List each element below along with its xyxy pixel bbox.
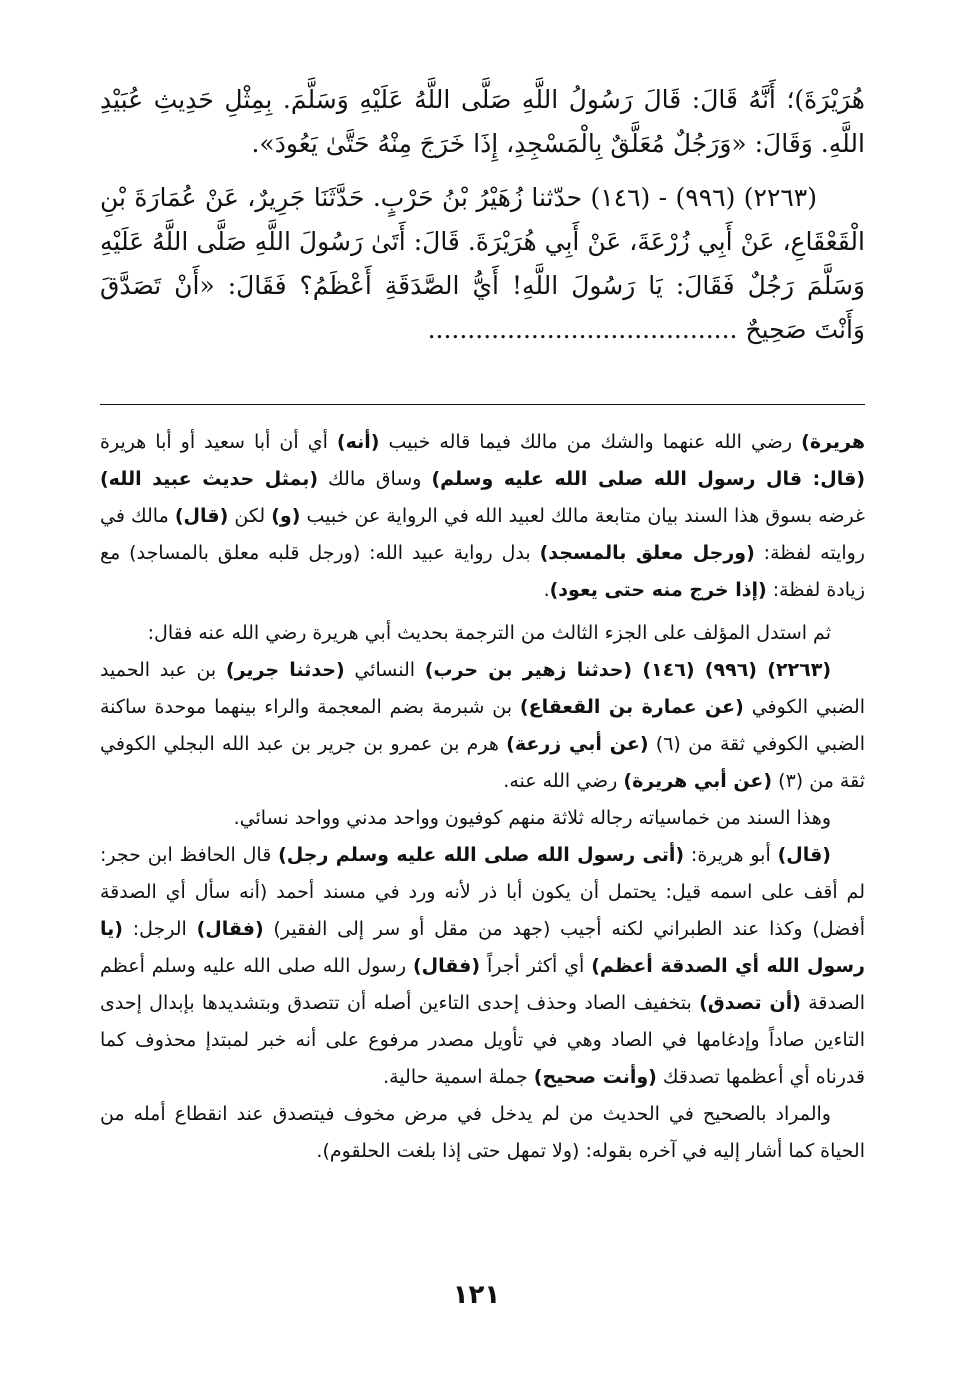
elision-dots: .......................................: [427, 315, 738, 344]
bold-quote: (أتى رسول الله صلى الله عليه وسلم رجل): [278, 844, 685, 866]
commentary-text: بن عبد الحميد الضبي الكوفي: [100, 659, 865, 718]
bold-quote: (بمثل حديث عبيد الله): [100, 468, 319, 490]
commentary-text: الرجل:: [122, 918, 197, 940]
commentary-paragraph: ثم استدل المؤلف على الجزء الثالث من الترجمة بحديث أبي هريرة رضي الله عنه فقال:: [147, 622, 831, 644]
commentary-text: قال الحافظ ابن حجر: لم أقف على اسمه قيل: يحتمل أن يكون أبا ذر لأنه ورد في مسند أحمد (أنه سأل أي الصدقة أفضل) وكذا عند الطبراني لكنه أجيب (جهد من مقل أو سر إلى الفقير): [100, 844, 865, 940]
commentary-text: أي أن أبا سعيد أو أبا هريرة: [100, 431, 337, 453]
bold-quote: (عن عمارة بن القعقاع): [519, 696, 744, 718]
commentary-text: جملة اسمية حالية.: [383, 1066, 534, 1088]
bold-quote: (قال): [777, 844, 831, 866]
hadith-paragraph: هُرَيْرَةَ)؛ أَنَّهُ قَالَ: قَالَ رَسُولُ اللَّهِ صَلَّى اللَّهُ عَلَيْهِ وَسَلَّمَ. بِمِثْلِ حَدِيثِ عُبَيْدِ اللَّهِ. وَقَالَ: «وَرَجُلٌ مُعَلَّقٌ بِالْمَسْجِدِ، إِذَا خَرَجَ مِنْهُ حَتَّىٰ يَعُودَ».: [100, 85, 865, 158]
commentary-text: النسائي: [344, 659, 425, 681]
page-number: ١٢١: [452, 1280, 501, 1310]
commentary-text: أي أكثر أجراً: [480, 955, 592, 977]
commentary-text: لكن: [228, 505, 272, 527]
commentary-text: بدل رواية عبيد الله: (ورجل قلبه معلق بالمساجد) مع زيادة لفظة:: [100, 542, 865, 601]
bold-quote: (و): [271, 505, 301, 527]
commentary-text: رضي الله عنهما والشك من مالك فيما قاله خبيب: [379, 431, 802, 453]
commentary-text: رسول الله صلى الله عليه وسلم أعظم الصدقة: [100, 955, 866, 1014]
commentary-paragraph: [100, 424, 865, 609]
commentary-text: أبو هريرة:: [684, 844, 778, 866]
bold-quote: (وأنت صحيح): [533, 1066, 657, 1088]
hadith-text: [100, 78, 865, 352]
bold-quote: (حدثنا جرير): [225, 659, 345, 681]
commentary-paragraph: والمراد بالصحيح في الحديث من لم يدخل في مرض مخوف فيتصدق عند انقطاع أمله من الحياة كما أشار إليه في آخره بقوله: (ولا تمهل حتى إذا بلغت الحلقوم).: [100, 1103, 865, 1162]
commentary-text: رضي الله عنه.: [503, 770, 624, 792]
commentary-paragraph: [100, 652, 865, 800]
bold-quote: (فقال): [196, 918, 264, 940]
bold-quote: (عن أبي زرعة): [506, 733, 649, 755]
hadith-paragraph-text: (٢٢٦٣) (٩٩٦) - (١٤٦) حدّثنا زُهَيْرُ بْنُ حَرْبٍ. حَدَّثَنَا جَرِيرٌ، عَنْ عُمَارَةَ بْنِ الْقَعْقَاعِ، عَنْ أَبِي زُرْعَةَ، عَنْ أَبِي هُرَيْرَةَ. قَالَ: أَتَىٰ رَسُولَ اللَّهِ صَلَّى اللَّهُ عَلَيْهِ وَسَلَّمَ رَجُلٌ فَقَالَ: يَا رَسُولَ اللَّهِ! أَيُّ الصَّدَقَةِ أَعْظَمُ؟ فَقَالَ: «أَنْ تَصَدَّقَ وَأَنْتَ صَحِيحٌ: [100, 183, 865, 344]
bold-quote: (٢٢٦٣) (٩٩٦) (١٤٦) (حدثنا زهير بن حرب): [424, 659, 832, 681]
commentary-text: بن شبرمة بضم المعجمة والراء بينهما موحدة ساكنة الضبي الكوفي ثقة من (٦): [100, 696, 865, 755]
commentary-paragraph: وهذا السند من خماسياته رجاله ثلاثة منهم كوفيون وواحد مدني وواحد نسائي.: [233, 807, 831, 829]
commentary-text: وساق مالك: [318, 468, 432, 490]
commentary-paragraph: [100, 837, 865, 1096]
bold-quote: (أن تصدق): [699, 992, 801, 1014]
hadith-paragraph: [100, 176, 865, 352]
commentary-text: هرم بن عمرو بن جرير بن عبد الله البجلي الكوفي ثقة من (٣): [100, 733, 865, 792]
bold-quote: (يا رسول الله أي الصدقة أعظم): [100, 918, 865, 977]
bold-quote: (ورجل معلق بالمسجد): [539, 542, 755, 564]
commentary-text: .: [543, 579, 550, 601]
bold-quote: (أنه): [336, 431, 380, 453]
commentary-text: مالك في روايته لفظة:: [100, 505, 865, 564]
commentary-text: غرضه بسوق هذا السند بيان متابعة مالك لعبيد الله في الرواية عن خبيب: [300, 505, 865, 527]
bold-quote: (إذا خرج منه حتى يعود): [549, 579, 767, 601]
bold-quote: (قال): [174, 505, 229, 527]
footnote-divider: [100, 404, 865, 405]
bold-quote: هريرة): [801, 431, 865, 453]
bold-quote: (فقال): [412, 955, 481, 977]
commentary-text: بتخفيف الصاد وحذف إحدى التاءين أصله أن تتصدق وبتشديدها بإبدال إحدى التاءين صاداً وإدغامها في الصاد وهي في تأويل مصدر مرفوع على أنه خبر لمبتدإ محذوف كما قدرناه أي أعظمها تصدقك: [100, 992, 865, 1088]
bold-quote: (قال: قال رسول الله صلى الله عليه وسلم): [431, 468, 866, 490]
commentary: [100, 424, 865, 1170]
bold-quote: (عن أبي هريرة): [623, 770, 773, 792]
